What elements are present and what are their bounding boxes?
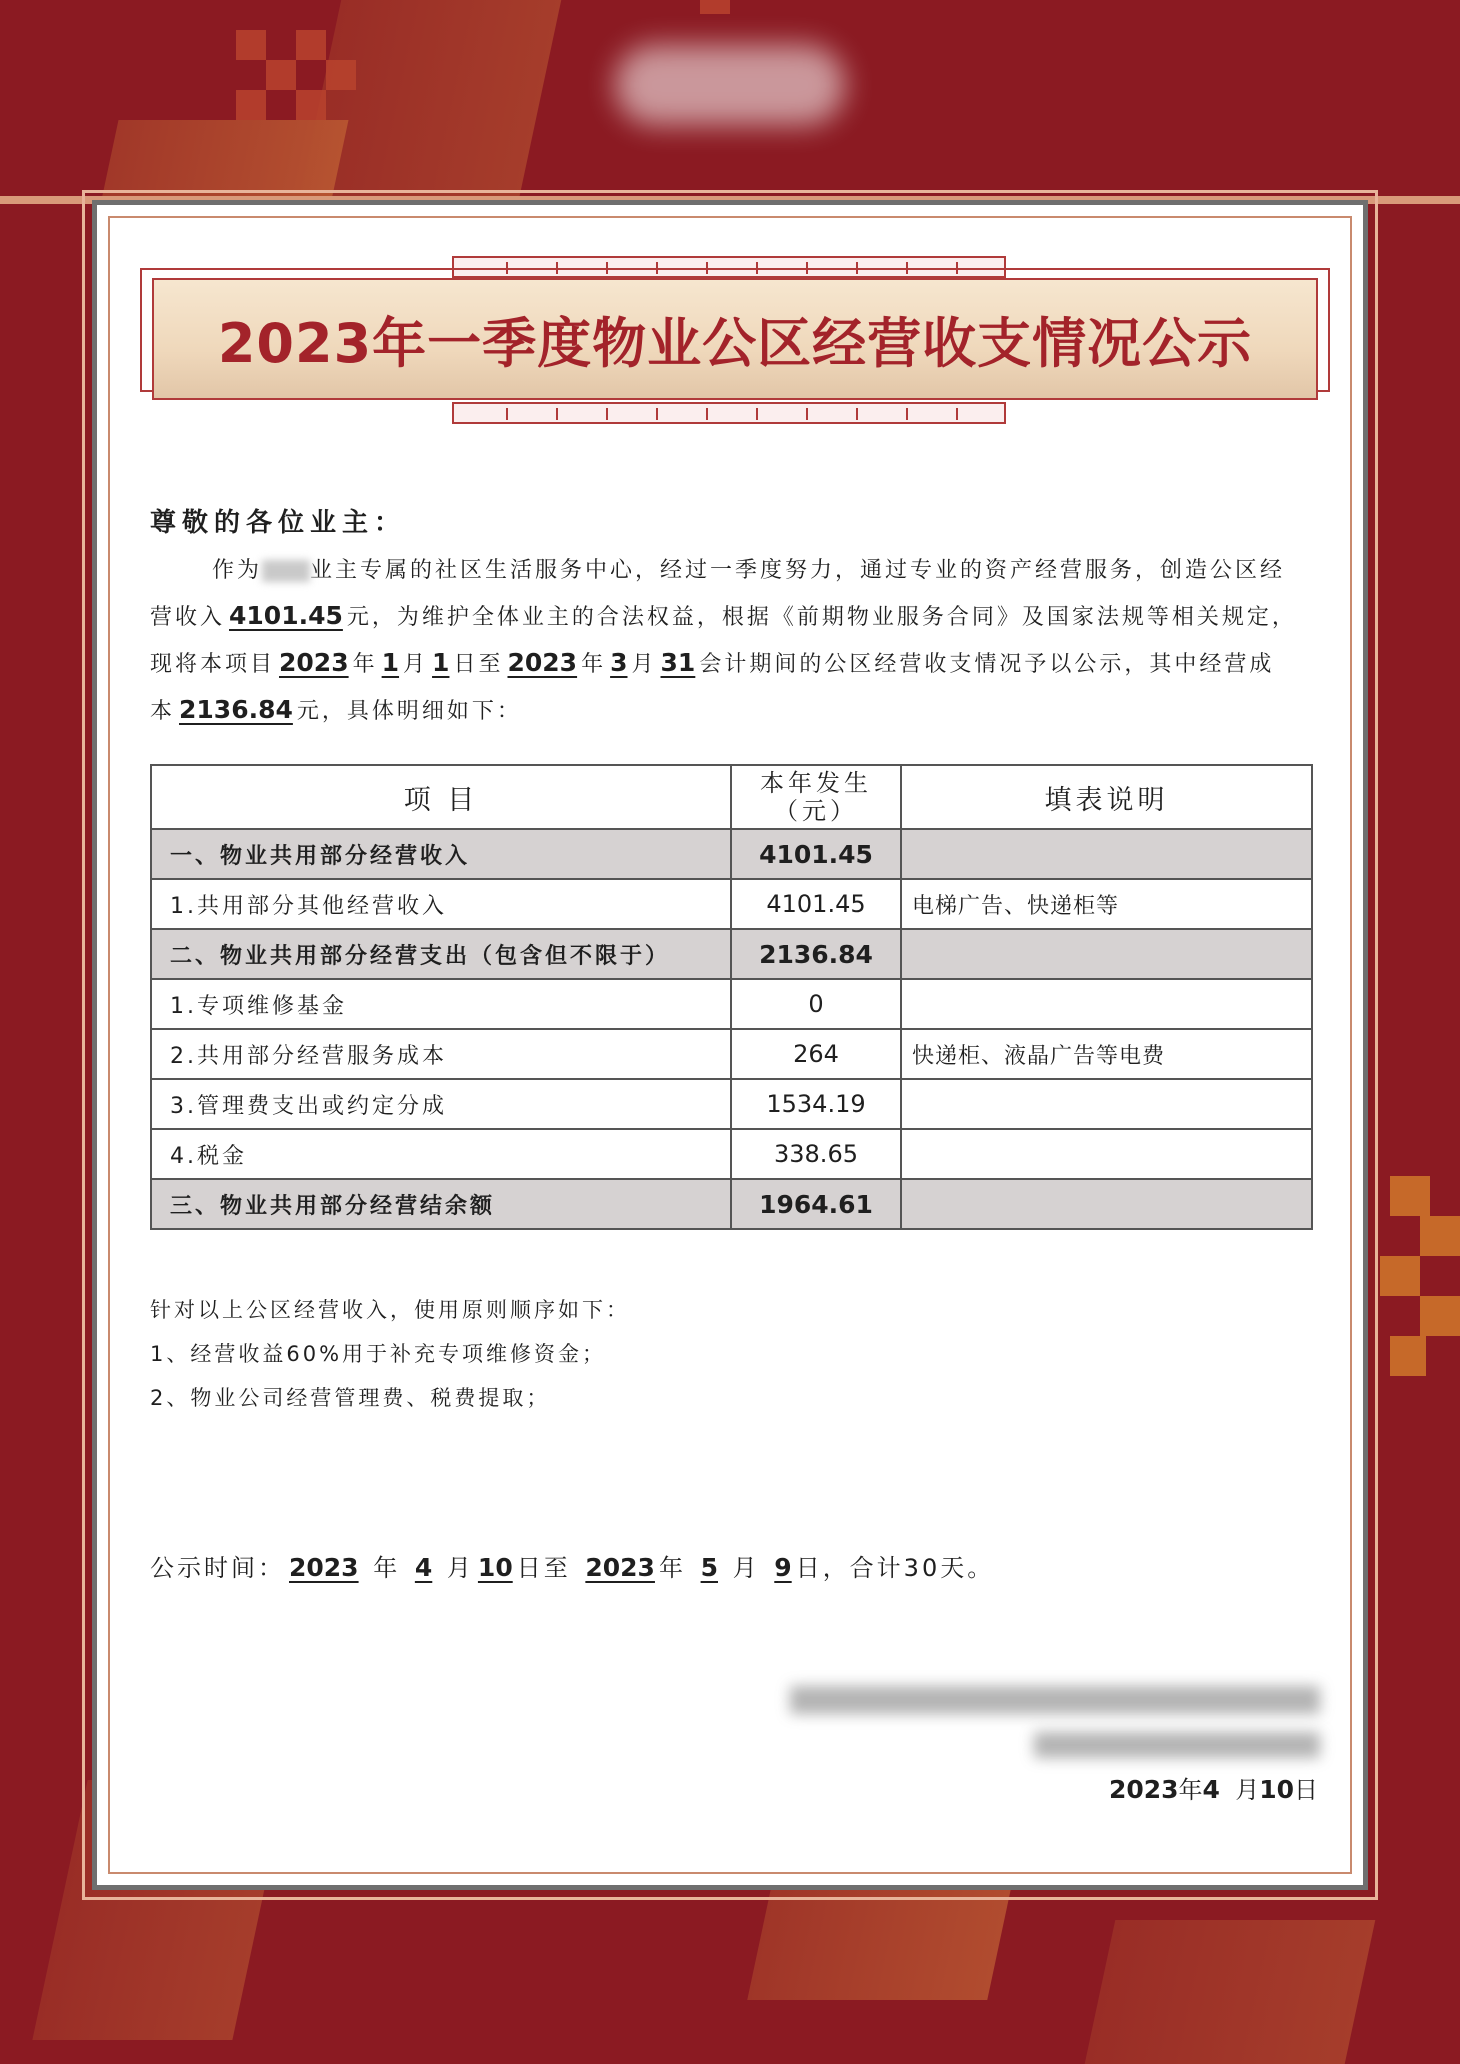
cost-amount: 2136.84: [179, 695, 293, 724]
row-item-cell: 一、物业共用部分经营收入: [151, 829, 731, 879]
row-amount-cell: 0: [731, 979, 901, 1029]
intro-line-3: 现将本项目 2023 年 1 月 1 日至 2023 年 3 月 31 会计期间的公区经营收支情况予以公示，其中经营成: [150, 648, 1275, 677]
redacted-name: [262, 560, 310, 582]
table-row: [151, 829, 1312, 879]
ledger-table: [150, 764, 1313, 1230]
row-note-cell: [901, 1179, 1312, 1229]
row-item-cell: 3.管理费支出或约定分成: [151, 1079, 731, 1129]
header-item: 项 目: [151, 765, 731, 829]
signature-date: 2023年4 月10日: [1108, 1775, 1318, 1804]
table-row: [151, 1079, 1312, 1129]
row-amount-cell: 338.65: [731, 1129, 901, 1179]
income-amount: 4101.45: [229, 601, 343, 630]
service-center-redacted: [1034, 1732, 1320, 1758]
publicity-end-month: 5: [700, 1553, 718, 1582]
start-month: 1: [381, 648, 400, 677]
row-note-cell: [901, 1129, 1312, 1179]
row-note-cell: [901, 829, 1312, 879]
rule-item: 1、经营收益60%用于补充专项维修资金；: [150, 1342, 607, 1366]
row-item-cell: 二、物业共用部分经营支出（包含但不限于）: [151, 929, 731, 979]
table-row: [151, 979, 1312, 1029]
row-note-cell: 快递柜、液晶广告等电费: [901, 1029, 1312, 1079]
row-amount-cell: 1534.19: [731, 1079, 901, 1129]
end-year: 2023: [507, 648, 578, 677]
row-item-cell: 4.税金: [151, 1129, 731, 1179]
row-note-cell: [901, 979, 1312, 1029]
title-banner: [152, 278, 1318, 400]
rules-intro: 针对以上公区经营收入，使用原则顺序如下：: [150, 1298, 630, 1322]
row-amount-cell: 2136.84: [731, 929, 901, 979]
header-note: 填表说明: [901, 765, 1312, 829]
intro-line-4: 本 2136.84 元，具体明细如下：: [150, 695, 522, 724]
page-title: 2023年一季度物业公区经营收支情况公示: [217, 311, 1253, 375]
table-row: [151, 1029, 1312, 1079]
row-note-cell: 电梯广告、快递柜等: [901, 879, 1312, 929]
publicity-end-year: 2023: [585, 1553, 655, 1582]
rule-item: 2、物业公司经营管理费、税费提取；: [150, 1386, 551, 1410]
row-note-cell: [901, 929, 1312, 979]
intro-paragraph: [150, 548, 1320, 734]
publicity-start-month: 4: [414, 1553, 433, 1582]
publicity-start-day: 10: [477, 1553, 513, 1582]
intro-line-2: 营收入 4101.45 元，为维护全体业主的合法权益，根据《前期物业服务合同》及国家法规等相关规定，: [150, 601, 1297, 630]
publicity-start-year: 2023: [289, 1553, 359, 1582]
greeting: 尊敬的各位业主：: [150, 508, 407, 538]
end-day: 31: [660, 648, 696, 677]
publicity-period: 公示时间： 2023 年 4 月 10 日至 2023 年 5 月 9 日，合计30天。: [150, 1553, 995, 1582]
row-amount-cell: 264: [731, 1029, 901, 1079]
row-item-cell: 2.共用部分经营服务成本: [151, 1029, 731, 1079]
row-item-cell: 1.专项维修基金: [151, 979, 731, 1029]
logo-blurred: [615, 45, 845, 125]
row-amount-cell: 1964.61: [731, 1179, 901, 1229]
row-note-cell: [901, 1079, 1312, 1129]
intro-line-1: 作为 业主专属的社区生活服务中心，经过一季度努力，通过专业的资产经营服务，创造公区经: [212, 558, 1286, 583]
table-row: [151, 1129, 1312, 1179]
company-name-redacted: [790, 1686, 1320, 1714]
title-ornament-bottom: [452, 402, 1006, 424]
publicity-end-day: 9: [774, 1553, 792, 1582]
row-item-cell: 三、物业共用部分经营结余额: [151, 1179, 731, 1229]
usage-rules: [150, 1288, 630, 1420]
row-amount-cell: 4101.45: [731, 829, 901, 879]
row-item-cell: 1.共用部分其他经营收入: [151, 879, 731, 929]
table-row: [151, 929, 1312, 979]
header-amount: 本年发生 （元）: [731, 765, 901, 829]
table-row: [151, 879, 1312, 929]
table-header-row: [151, 765, 1312, 829]
table-row: [151, 1179, 1312, 1229]
start-day: 1: [432, 648, 450, 677]
ledger-body: [151, 829, 1312, 1229]
end-month: 3: [610, 648, 628, 677]
start-year: 2023: [279, 648, 349, 677]
row-amount-cell: 4101.45: [731, 879, 901, 929]
